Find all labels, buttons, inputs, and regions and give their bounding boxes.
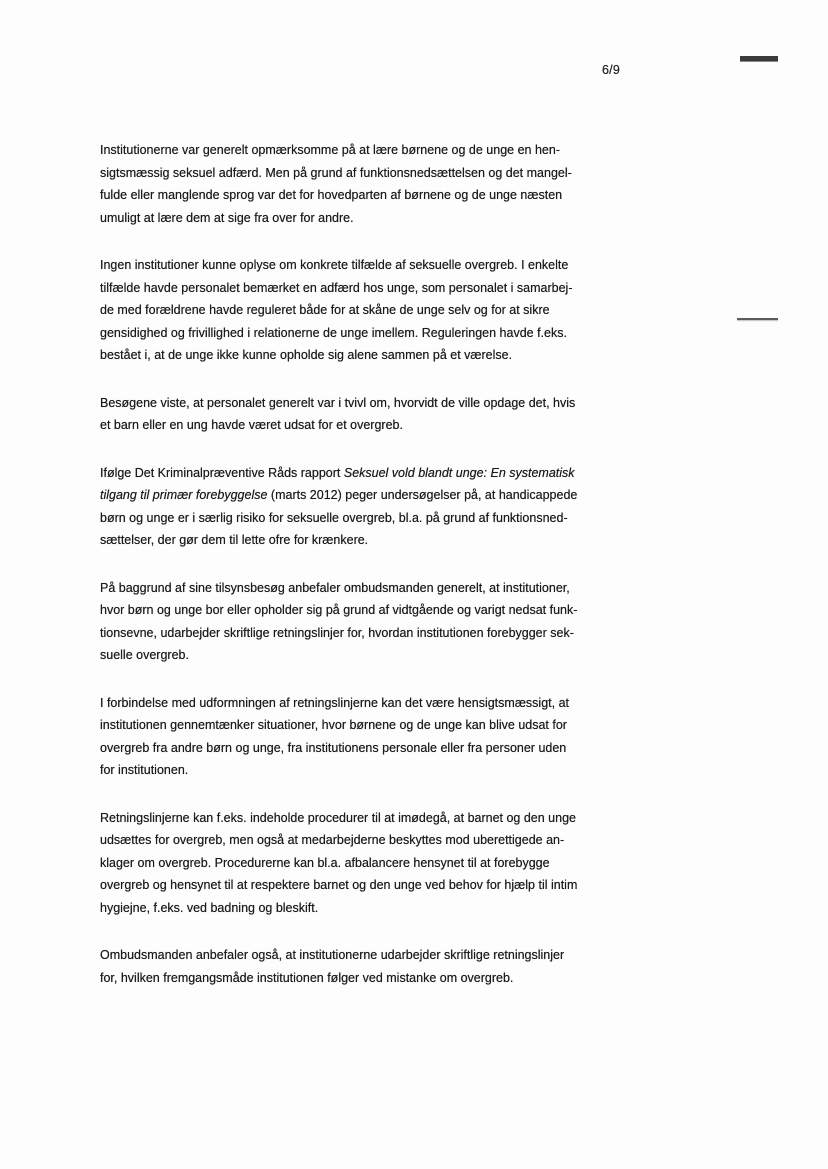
paragraph — [100, 139, 660, 229]
text-line: Retningslinjerne kan f.eks. indeholde procedurer til at imødegå, at barnet og den unge — [100, 810, 576, 825]
text-line: I forbindelse med udformningen af retningslinjerne kan det være hensigtsmæssigt, at — [100, 695, 570, 710]
text-line — [100, 462, 660, 485]
paragraph — [100, 392, 660, 437]
text-line: suelle overgreb. — [100, 648, 189, 662]
text-line: for institutionen. — [100, 763, 189, 777]
page-number: 6/9 — [602, 63, 620, 77]
paragraph — [100, 944, 660, 989]
document-body — [100, 139, 660, 1014]
text-line: tionsevne, udarbejder skriftlige retningslinjer for, hvordan institutionen forebygger sek- — [100, 625, 574, 640]
text-line: Ombudsmanden anbefaler også, at institutionerne udarbejder skriftlige retningslinjer — [100, 948, 565, 962]
text-line: Institutionerne var generelt opmærksomme på at lære børnene og de unge en hen- — [100, 143, 560, 157]
paragraph — [100, 692, 660, 782]
text-line: sigtsmæssig seksuel adfærd. Men på grund af funktionsnedsættelsen og det mangel- — [100, 165, 572, 180]
text-run: Ifølge Det Kriminalpræventive Råds rapport — [100, 465, 344, 480]
text-line: børn og unge er i særlig risiko for seksuelle overgreb, bl.a. på grund af funktionsned- — [100, 510, 568, 525]
text-line: overgreb fra andre børn og unge, fra institutionens personale eller fra personer uden — [100, 740, 567, 755]
report-title-italic: Seksuel vold blandt unge: En systematisk — [343, 465, 575, 480]
text-line: klager om overgreb. Procedurerne kan bl.a. afbalancere hensynet til at forebygge — [100, 855, 550, 870]
text-line: Besøgene viste, at personalet generelt var i tvivl om, hvorvidt de ville opdage det, hvis — [100, 395, 576, 410]
text-line: På baggrund af sine tilsynsbesøg anbefaler ombudsmanden generelt, at institutioner, — [100, 580, 570, 595]
text-line: udsættes for overgreb, men også at medarbejderne beskyttes mod uberettigede an- — [100, 833, 565, 847]
text-line: institutionen gennemtænker situationer, hvor børnene og de unge kan blive udsat for — [100, 718, 567, 732]
scan-mark-top-right — [740, 56, 778, 62]
text-line: de med forældrene havde reguleret både for at skåne de unge selv og for at sikre — [100, 303, 550, 317]
report-title-italic: tilgang til primær forebyggelse — [100, 488, 268, 502]
text-line: umuligt at lære dem at sige fra over for andre. — [100, 210, 354, 225]
text-line: tilfælde havde personalet bemærket en adfærd hos unge, som personalet i samarbej- — [100, 280, 573, 295]
paragraph — [100, 462, 660, 552]
scan-mark-right-margin — [737, 318, 778, 320]
text-line: fulde eller manglende sprog var det for hovedparten af børnene og de unge næsten — [100, 188, 563, 202]
text-line: bestået i, at de unge ikke kunne opholde sig alene sammen på et værelse. — [100, 348, 513, 362]
paragraph — [100, 807, 660, 920]
paragraph — [100, 577, 660, 667]
text-line: et barn eller en ung havde været udsat for et overgreb. — [100, 418, 403, 432]
text-line — [100, 484, 660, 507]
text-line: Ingen institutioner kunne oplyse om konkrete tilfælde af seksuelle overgreb. I enkelte — [100, 258, 569, 272]
text-line: for, hvilken fremgangsmåde institutionen følger ved mistanke om overgreb. — [100, 970, 514, 985]
text-line: hvor børn og unge bor eller opholder sig på grund af vidtgående og varigt nedsat funk- — [100, 603, 578, 617]
text-line: hygiejne, f.eks. ved badning og bleskift. — [100, 900, 319, 915]
paragraph — [100, 254, 660, 367]
text-line: gensidighed og frivillighed i relationerne de unge imellem. Reguleringen havde f.eks. — [100, 325, 567, 340]
text-run: (marts 2012) peger undersøgelser på, at handicappede — [267, 488, 578, 502]
text-line: sættelser, der gør dem til lette ofre for krænkere. — [100, 533, 369, 547]
text-line: overgreb og hensynet til at respektere barnet og den unge ved behov for hjælp til intim — [100, 878, 578, 892]
